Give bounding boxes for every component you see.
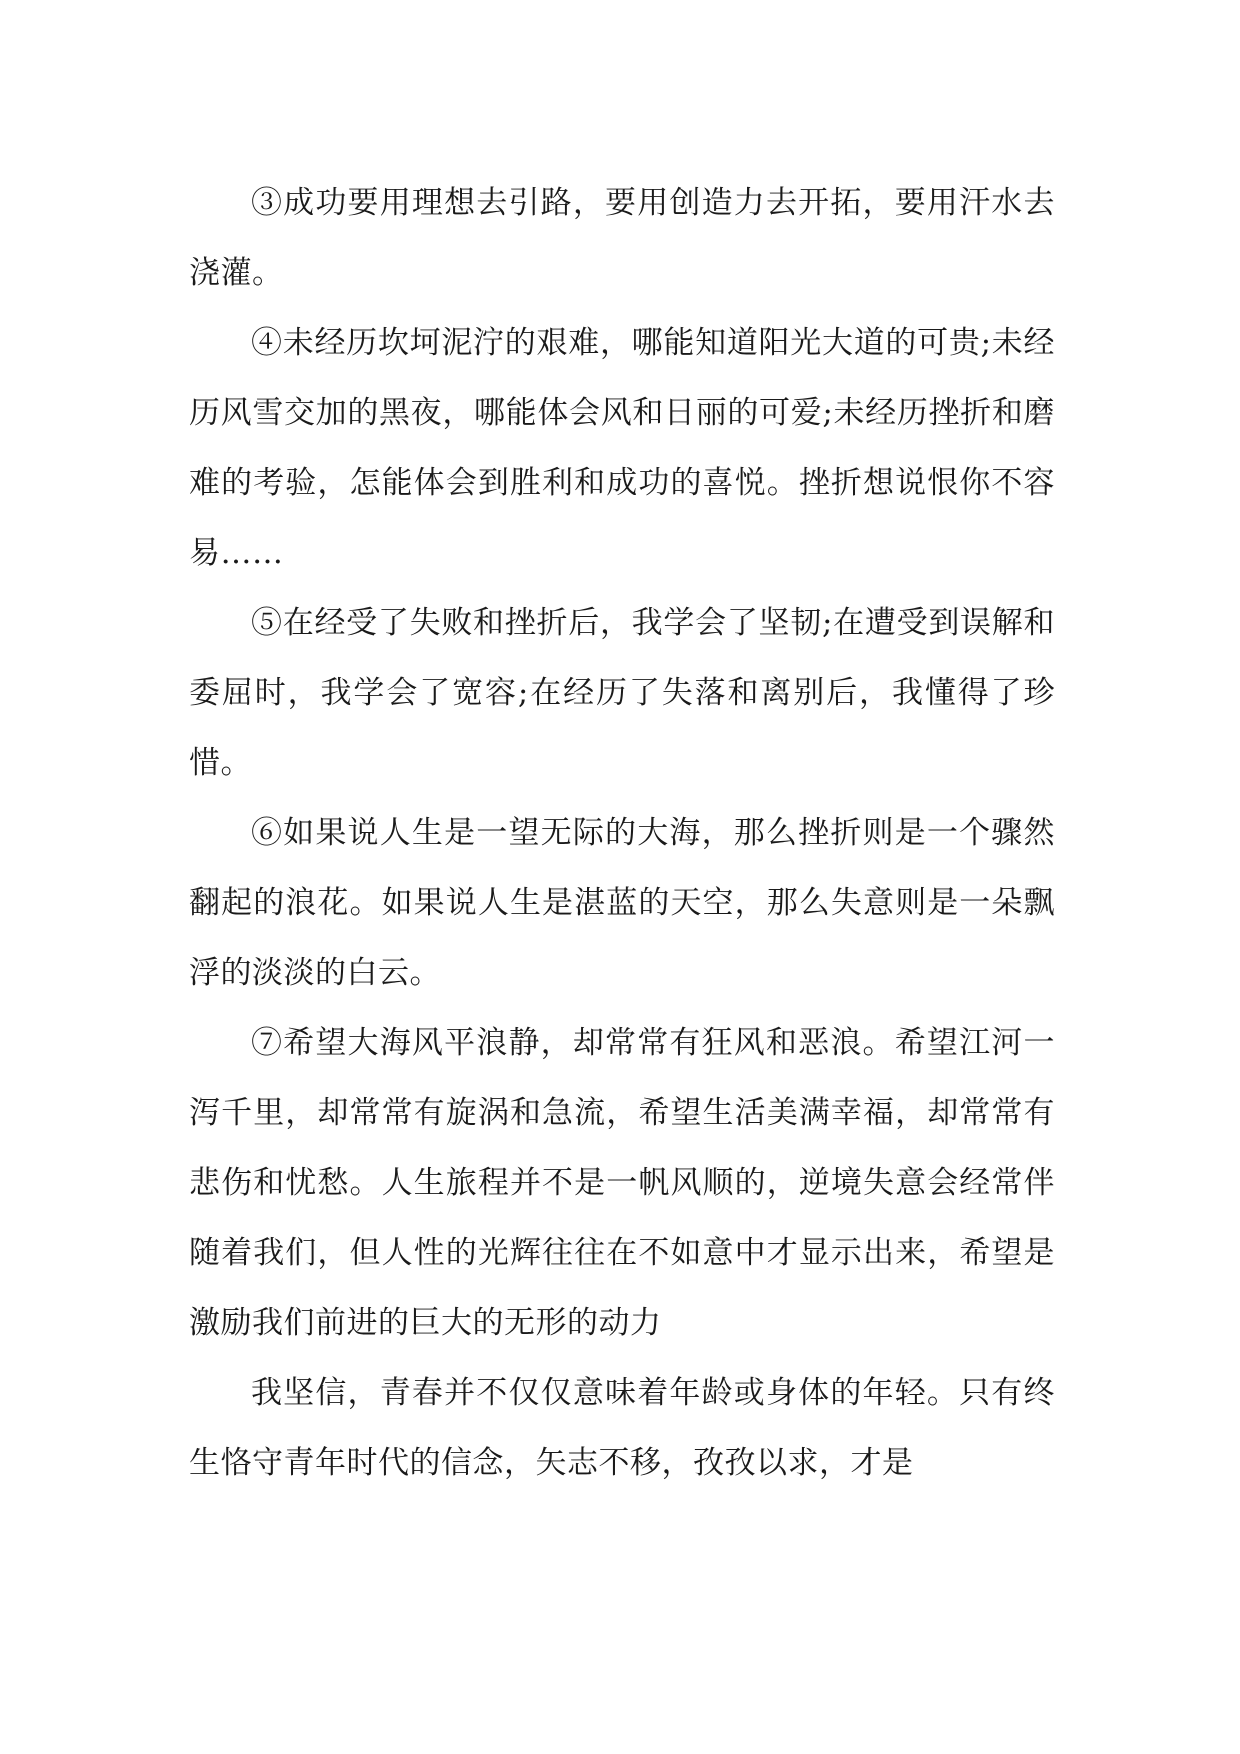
paragraph-5: ⑤在经受了失败和挫折后，我学会了坚韧;在遭受到误解和委屈时，我学会了宽容;在经历了失落和离别后，我懂得了珍惜。 — [189, 605, 1055, 781]
paragraph-6: ⑥如果说人生是一望无际的大海，那么挫折则是一个骤然翻起的浪花。如果说人生是湛蓝的天空，那么失意则是一朵飘浮的淡淡的白云。 — [189, 815, 1055, 991]
paragraph-4: ④未经历坎坷泥泞的艰难，哪能知道阳光大道的可贵;未经历风雪交加的黑夜，哪能体会风和日丽的可爱;未经历挫折和磨难的考验，怎能体会到胜利和成功的喜悦。挫折想说恨你不容易…… — [189, 325, 1055, 571]
paragraph-7: ⑦希望大海风平浪静，却常常有狂风和恶浪。希望江河一泻千里，却常常有旋涡和急流，希望生活美满幸福，却常常有悲伤和忧愁。人生旅程并不是一帆风顺的，逆境失意会经常伴随着我们，但人性的光辉往往在不如意中才显示出来，希望是激励我们前进的巨大的无形的动力 — [189, 1025, 1055, 1341]
paragraph-3: ③成功要用理想去引路，要用创造力去开拓，要用汗水去浇灌。 — [189, 185, 1055, 291]
document-body — [189, 168, 1055, 1498]
paragraph-conclusion: 我坚信，青春并不仅仅意味着年龄或身体的年轻。只有终生恪守青年时代的信念，矢志不移，孜孜以求，才是 — [189, 1375, 1055, 1481]
